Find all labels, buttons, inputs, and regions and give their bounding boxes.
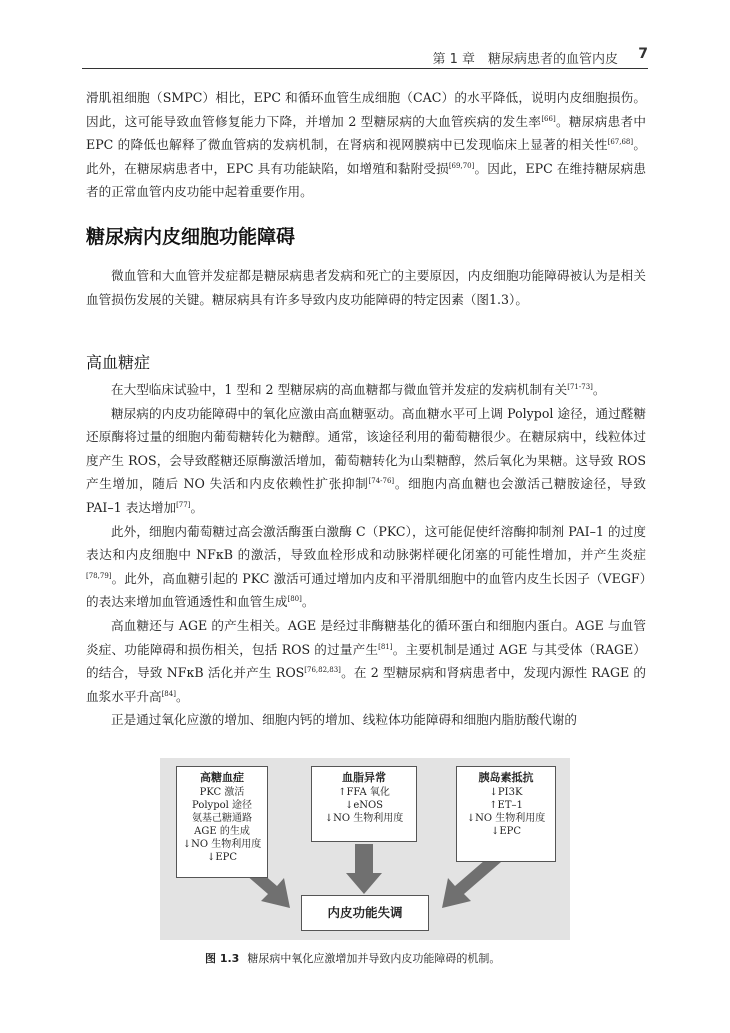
citation: [81] [378, 642, 393, 651]
box-line: ↑ET–1 [489, 800, 523, 811]
box-line: 氨基己糖通路 [192, 813, 252, 824]
citation: [71-73] [567, 382, 593, 391]
citation: [76,82,83] [304, 665, 341, 674]
citation: [74-76] [368, 477, 395, 486]
para5-end: 。 [301, 594, 315, 610]
box-line: ↓PI3K [489, 787, 523, 798]
box-line: ↓NO 生物利用度 [182, 839, 262, 850]
box-line: ↓NO 生物利用度 [324, 813, 404, 824]
insulin-resistance-box [456, 766, 556, 862]
para1-text-d: 。因此，EPC 在维持糖尿病患者的正常血管内皮功能中起着重要作用。 [86, 160, 646, 200]
box-line: Polypol 途径 [192, 800, 252, 811]
box-line: ↑FFA 氧化 [338, 787, 390, 798]
box-title: 胰岛素抵抗 [478, 771, 534, 784]
para6-end: 。 [175, 688, 189, 704]
para6-text-c: 。在 2 型糖尿病和肾病患者中，发现内源性 RAGE 的血浆水平升高 [86, 665, 646, 704]
hyperglycemia-box [176, 766, 268, 878]
para1-text-a: 滑肌祖细胞（SMPC）相比，EPC 和循环血管生成细胞（CAC）的水平降低，说明内皮细胞损伤。因此，这可能导致血管修复能力下降，并增加 2 型糖尿病的大血管疾病的发生率 [86, 90, 646, 129]
para1-text-b: 。糖尿病患者中 EPC 的降低也解释了微血管病的发病机制，在肾病和视网膜病中已发现临床上显著的相关性 [86, 113, 647, 153]
citation: [69,70] [448, 161, 475, 170]
dyslipidemia-box [311, 766, 417, 842]
figure-caption [205, 950, 500, 966]
subsection-title: 高血糖症 [86, 353, 151, 372]
running-header [82, 42, 648, 69]
citation: [78,79] [86, 571, 112, 580]
section-title: 糖尿病内皮细胞功能障碍 [86, 226, 296, 248]
arrow-right [442, 854, 510, 908]
para5-text-b: 。此外，高血糖引起的 PKC 激活可通过增加内皮和平滑肌细胞中的血管内皮生长因子（VEGF）的表达来增加血管通透性和血管生成 [86, 570, 646, 610]
para5-text-a: 此外，细胞内葡萄糖过高会激活酶蛋白激酶 C（PKC），这可能促使纤溶酶抑制剂 PAI–1 的过度表达和内皮细胞中 NFκB 的激活，导致血栓形成和动脉粥样硬化闭塞的可能性增加，并产生炎症 [86, 523, 646, 563]
chapter-title: 第 1 章 糖尿病患者的血管内皮 [432, 52, 618, 67]
citation: [80] [287, 595, 302, 604]
page-number: 7 [638, 46, 648, 62]
para2-text: 微血管和大血管并发症都是糖尿病患者发病和死亡的主要原因，内皮细胞功能障碍被认为是相关血管损伤发展的关键。糖尿病具有许多导致内皮功能障碍的特定因素（图1.3）。 [86, 268, 646, 307]
para3-text: 在大型临床试验中，1 型和 2 型糖尿病的高血糖都与微血管并发症的发病机制有关 [111, 382, 568, 397]
para6-text-b: 。主要机制是通过 AGE 与其受体（RAGE）的结合，导致 NFκB 活化并产生 ROS [86, 641, 646, 681]
citation: [77] [176, 500, 191, 509]
para4-text-b: 。细胞内高血糖也会激活己糖胺途径，导致 PAI–1 表达增加 [86, 476, 647, 515]
para4-text-a: 糖尿病的内皮功能障碍中的氧化应激由高血糖驱动。高血糖水平可上调 Polypol 途径，通过醛糖还原酶将过量的细胞内葡萄糖转化为糖醇。通常，该途径利用的葡萄糖很少。在糖尿病中，线粒体过度产生 ROS，会导致醛糖还原酶激活增加，葡萄糖转化为山梨糖醇，然后氧化为果糖。这导致 ROS 产生增加，随后 NO 失活和内皮依赖性扩张抑制 [86, 405, 646, 492]
box-line: ↓EPC [206, 852, 238, 863]
para7-text: 正是通过氧化应激的增加、细胞内钙的增加、线粒体功能障碍和细胞内脂肪酸代谢的 [111, 712, 577, 728]
para1-text-c: 。此外，在糖尿病患者中，EPC 具有功能缺陷，如增殖和黏附受损 [86, 137, 647, 176]
box-title: 高糖血症 [200, 771, 244, 784]
para6-text-a: 高血糖还与 AGE 的产生相关。AGE 是经过非酶糖基化的循环蛋白和细胞内蛋白。AGE 与血管炎症、功能障碍和损伤相关，包括 ROS 的过量产生 [86, 617, 646, 657]
citation: [67,68] [607, 138, 634, 146]
box-line: AGE 的生成 [194, 826, 250, 837]
box-line: ↓EPC [490, 826, 522, 837]
figure-1-3 [160, 758, 570, 940]
paragraph-intro [86, 264, 646, 311]
para3-end: 。 [592, 382, 606, 397]
box-line: ↓NO 生物利用度 [466, 813, 546, 824]
endothelial-dysfunction-box: 内皮功能失调 [301, 895, 429, 931]
box-line: PKC 激活 [199, 787, 245, 798]
caption-number: 图 1.3 [205, 952, 240, 965]
paragraphs-hyperglycemia [86, 378, 646, 732]
citation: [66] [541, 114, 556, 123]
citation: [84] [161, 689, 176, 698]
paragraph-epc [86, 86, 646, 204]
box-line: ↓eNOS [344, 800, 384, 811]
para4-end: 。 [190, 499, 204, 515]
caption-text: 糖尿病中氧化应激增加并导致内皮功能障碍的机制。 [247, 952, 501, 965]
box-title: 血脂异常 [342, 771, 386, 784]
arrow-middle [346, 844, 382, 894]
